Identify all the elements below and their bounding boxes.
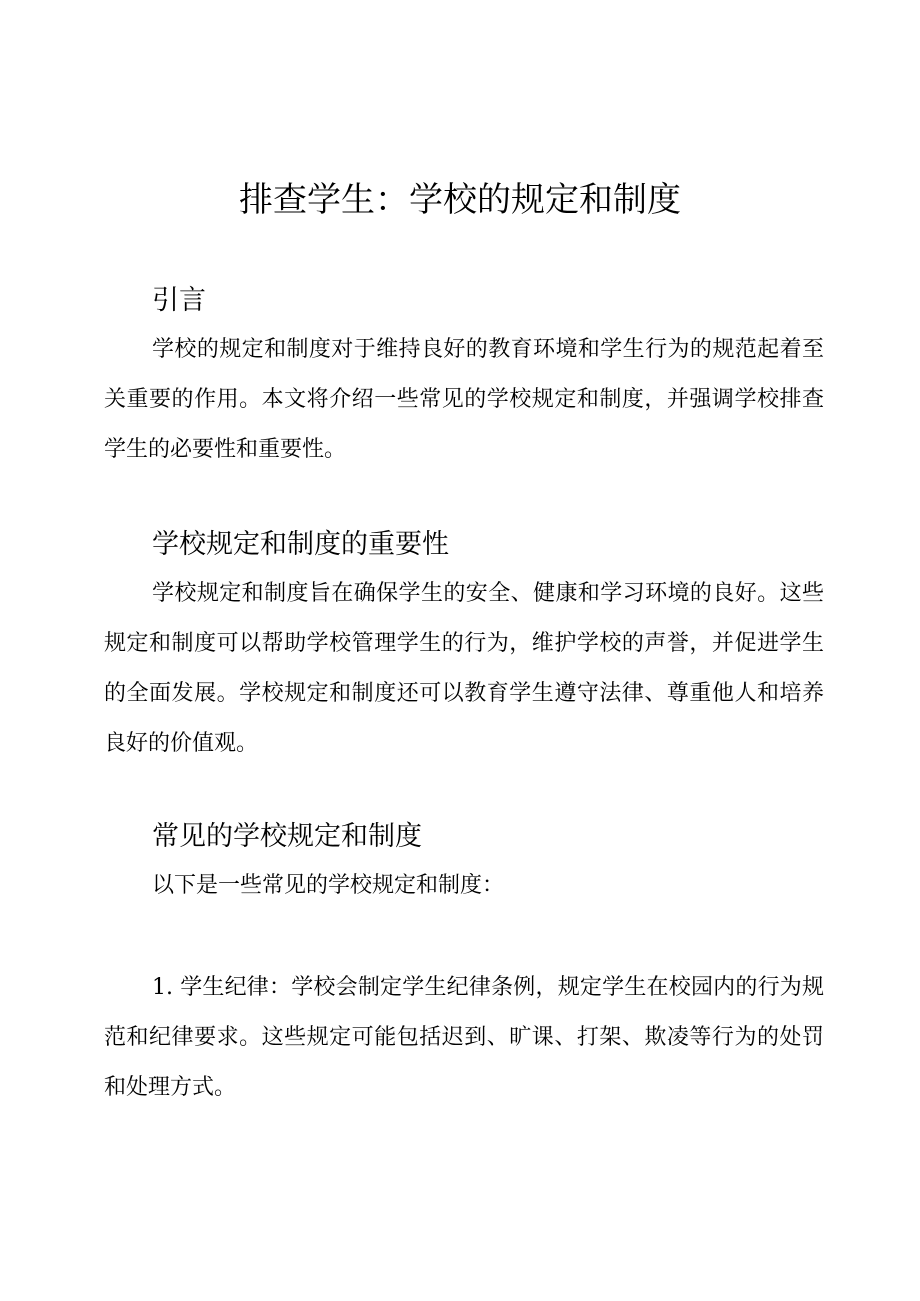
section-heading-common-rules: 常见的学校规定和制度 [152,821,422,852]
page-title: 排查学生：学校的规定和制度 [239,180,681,220]
introduction-paragraph: 学校的规定和制度对于维持良好的教育环境和学生行为的规范起着至关重要的作用。本文将介绍一些常见的学校规定和制度，并强调学校排查学生的必要性和重要性。 [104,337,824,462]
section-heading-introduction: 引言 [152,285,206,316]
rule-item-student-discipline: 1. 学生纪律：学校会制定学生纪律条例，规定学生在校园内的行为规范和纪律要求。这些规定可能包括迟到、旷课、打架、欺凌等行为的处罚和处理方式。 [104,975,824,1100]
importance-paragraph: 学校规定和制度旨在确保学生的安全、健康和学习环境的良好。这些规定和制度可以帮助学校管理学生的行为，维护学校的声誉，并促进学生的全面发展。学校规定和制度还可以教育学生遵守法律、尊重他人和培养良好的价值观。 [104,581,824,756]
common-rules-intro-paragraph: 以下是一些常见的学校规定和制度： [152,873,505,898]
section-heading-importance: 学校规定和制度的重要性 [152,529,449,560]
